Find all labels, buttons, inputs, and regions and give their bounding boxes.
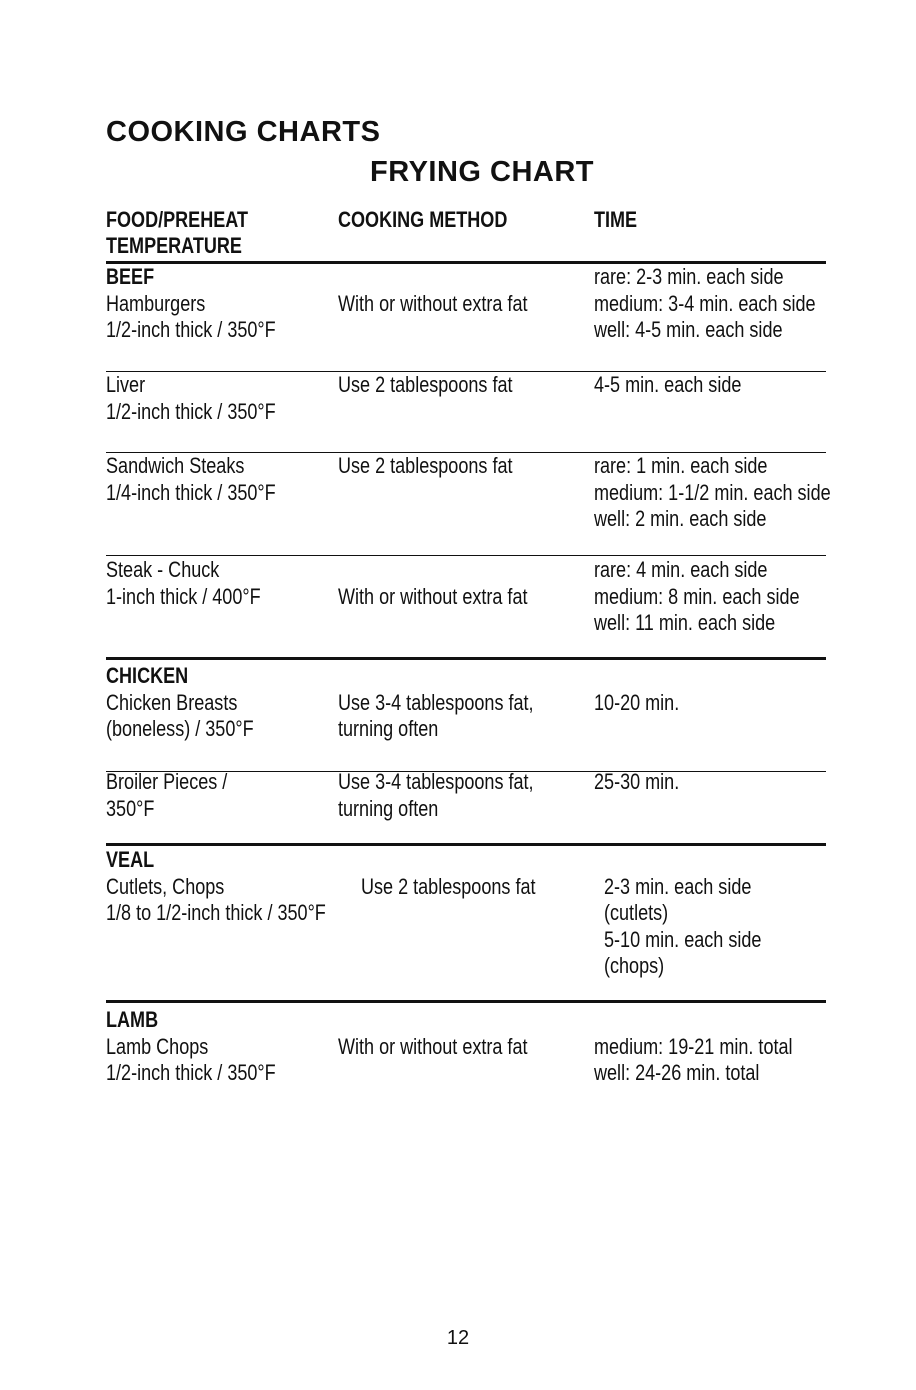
method-line: With or without extra fat <box>338 1033 528 1059</box>
page-number: 12 <box>446 1327 470 1349</box>
column-header-method: COOKING METHOD <box>338 207 508 232</box>
method-line: With or without extra fat <box>338 290 528 316</box>
time-line: rare: 2-3 min. each side <box>594 264 784 289</box>
line-spacer <box>361 847 536 874</box>
method-cell <box>338 1007 527 1060</box>
time-line: well: 2 min. each side <box>594 506 767 531</box>
food-line: Liver <box>106 372 146 397</box>
method-line: Use 3-4 tablespoons fat, <box>338 769 534 794</box>
method-cell <box>338 453 513 480</box>
food-cell <box>106 557 261 610</box>
section-divider <box>106 1000 826 1003</box>
time-line: well: 11 min. each side <box>594 610 776 635</box>
method-line: turning often <box>338 795 439 821</box>
time-cell <box>594 264 816 344</box>
line-spacer <box>338 264 527 291</box>
time-line: medium: 1-1/2 min. each side <box>594 479 831 505</box>
food-line: Sandwich Steaks <box>106 453 245 478</box>
time-line: well: 24-26 min. total <box>594 1060 760 1085</box>
time-cell <box>594 663 679 716</box>
food-line: Chicken Breasts <box>106 689 238 715</box>
column-header-food-line1: FOOD/PREHEAT <box>106 207 248 232</box>
section-divider <box>106 657 826 660</box>
time-line: rare: 4 min. each side <box>594 557 768 582</box>
method-cell <box>361 847 536 900</box>
food-cell <box>106 372 276 425</box>
food-cell <box>106 847 326 927</box>
time-cell <box>594 557 800 637</box>
method-line: turning often <box>338 716 439 741</box>
food-line: 1/4-inch thick / 350°F <box>106 479 276 505</box>
time-line: 10-20 min. <box>594 689 680 715</box>
food-cell <box>106 1007 276 1087</box>
time-line: 2-3 min. each side <box>604 873 752 899</box>
food-line: Hamburgers <box>106 290 206 316</box>
time-line: 5-10 min. each side <box>604 926 762 952</box>
category-label: BEEF <box>106 264 155 289</box>
time-line: 4-5 min. each side <box>594 372 742 397</box>
food-cell <box>106 453 276 506</box>
food-line: Steak - Chuck <box>106 557 220 582</box>
food-line: Cutlets, Chops <box>106 873 225 899</box>
method-cell <box>338 769 534 822</box>
time-line: medium: 3-4 min. each side <box>594 290 816 316</box>
food-line: 1/2-inch thick / 350°F <box>106 1060 276 1085</box>
section-divider <box>106 843 826 846</box>
method-cell <box>338 264 527 317</box>
category-label: CHICKEN <box>106 663 189 688</box>
method-line: Use 2 tablespoons fat <box>361 873 536 899</box>
page-title: COOKING CHARTS <box>106 116 381 148</box>
time-line: (cutlets) <box>604 900 669 925</box>
column-header-food <box>106 207 248 259</box>
food-line: 1/2-inch thick / 350°F <box>106 317 276 342</box>
time-cell <box>594 372 741 399</box>
method-line: Use 3-4 tablespoons fat, <box>338 689 534 715</box>
time-cell <box>594 769 679 796</box>
food-line: 1/8 to 1/2-inch thick / 350°F <box>106 900 326 925</box>
time-line: medium: 19-21 min. total <box>594 1033 793 1059</box>
chart-title: FRYING CHART <box>370 156 595 188</box>
time-line: 25-30 min. <box>594 769 680 794</box>
food-cell <box>106 769 227 822</box>
time-line: (chops) <box>604 953 665 978</box>
method-cell <box>338 557 527 610</box>
time-line: rare: 1 min. each side <box>594 453 768 478</box>
food-line: Lamb Chops <box>106 1033 209 1059</box>
line-spacer <box>604 847 761 874</box>
time-line: well: 4-5 min. each side <box>594 317 783 342</box>
food-line: 350°F <box>106 795 155 821</box>
food-line: (boneless) / 350°F <box>106 716 254 741</box>
method-line <box>338 557 527 584</box>
method-line: Use 2 tablespoons fat <box>338 372 513 397</box>
time-cell <box>594 1007 793 1087</box>
food-cell <box>106 264 276 344</box>
line-spacer <box>338 663 534 690</box>
category-label: LAMB <box>106 1007 159 1032</box>
method-line: With or without extra fat <box>338 583 528 609</box>
food-line: 1/2-inch thick / 350°F <box>106 398 276 424</box>
food-cell <box>106 663 254 743</box>
time-cell <box>594 453 831 533</box>
line-spacer <box>594 1007 793 1034</box>
time-cell <box>604 847 761 980</box>
row-divider <box>106 555 826 556</box>
method-line: Use 2 tablespoons fat <box>338 453 513 478</box>
line-spacer <box>594 663 679 690</box>
food-line: Broiler Pieces / <box>106 769 228 794</box>
column-header-food-line2: TEMPERATURE <box>106 233 242 258</box>
method-cell <box>338 663 534 743</box>
time-line: medium: 8 min. each side <box>594 583 800 609</box>
column-header-time: TIME <box>594 207 638 232</box>
method-cell <box>338 372 513 399</box>
food-line: 1-inch thick / 400°F <box>106 583 261 609</box>
line-spacer <box>338 1007 527 1034</box>
category-label: VEAL <box>106 847 155 872</box>
